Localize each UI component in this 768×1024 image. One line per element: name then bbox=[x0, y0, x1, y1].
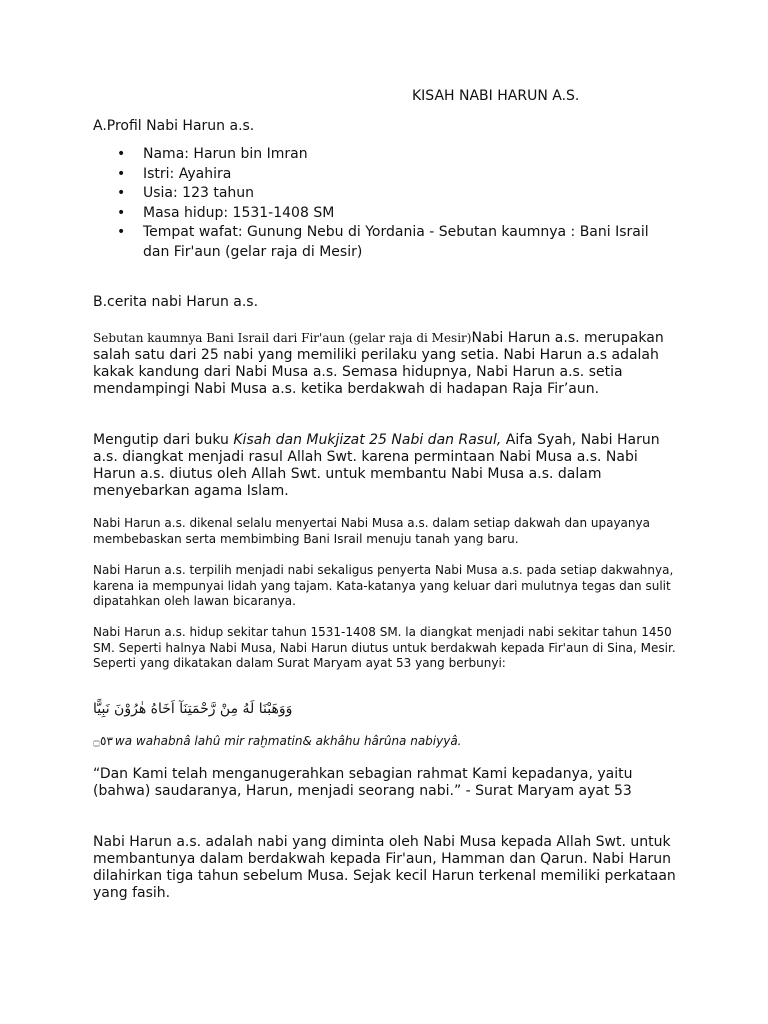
profile-age: Usia: 123 tahun bbox=[143, 185, 255, 201]
list-item bbox=[117, 184, 677, 204]
bullet-icon: • bbox=[117, 204, 126, 221]
transliteration-line bbox=[93, 733, 462, 749]
profile-wife: Istri: Ayahira bbox=[143, 165, 232, 182]
paragraph-book-pre: Mengutip dari buku bbox=[93, 432, 234, 448]
list-item bbox=[117, 223, 677, 262]
profile-name: Nama: Harun bin Imran bbox=[143, 146, 308, 162]
bullet-icon: • bbox=[117, 224, 126, 240]
paragraph-closing: Nabi Harun a.s. adalah nabi yang diminta oleh Nabi Musa kepada Allah Swt. untuk membantunya dalam berdakwah kepada Fir'aun, Hamman dan Qarun. Nabi Harun dilahirkan tiga tahun sebelum Musa. Sejak kecil Harun terkenal memiliki perkataan yang fasih. bbox=[93, 834, 676, 901]
section-b-heading: B.cerita nabi Harun a.s. bbox=[93, 294, 259, 310]
bullet-icon: • bbox=[117, 146, 126, 162]
ayah-end-icon: ۝٥٣ bbox=[93, 734, 113, 748]
arabic-verse: وَوَهَبْنَا لَهُ مِنْ رَّحْمَتِنَآ اَخَاهُ هٰرُوْنَ نَبِيًّا bbox=[93, 701, 293, 717]
paragraph-lifetime: Nabi Harun a.s. hidup sekitar tahun 1531-1408 SM. la diangkat menjadi nabi sekitar tahun 1450 SM. Seperti halnya Nabi Musa, Nabi Harun diutus untuk berdakwah kepada Fir'aun di Sina, Mesir. Seperti yang dikatakan dalam Surat Maryam ayat 53 yang berbunyi: bbox=[93, 625, 676, 670]
list-item bbox=[117, 165, 677, 185]
list-item bbox=[117, 145, 677, 165]
profile-list bbox=[117, 145, 677, 262]
paragraph-book-post: Aifa Syah, Nabi Harun a.s. diangkat menjadi rasul Allah Swt. karena permintaan Nabi Musa a.s. Nabi Harun a.s. diutus oleh Allah Swt. untuk membantu Nabi Musa a.s. dalam menyebarkan agama Islam. bbox=[93, 432, 660, 499]
bullet-icon: • bbox=[117, 165, 126, 182]
profile-lifetime: Masa hidup: 1531-1408 SM bbox=[143, 204, 335, 221]
paragraph-companion: Nabi Harun a.s. dikenal selalu menyertai Nabi Musa a.s. dalam setiap dakwah dan upayanya membebaskan serta membimbing Bani Israil menuju tanah yang baru. bbox=[93, 516, 650, 546]
paragraph-intro-body: Nabi Harun a.s. merupakan salah satu dari 25 nabi yang memiliki perilaku yang setia. Nabi Harun a.s adalah kakak kandung dari Nabi Musa a.s. Semasa hidupnya, Nabi Harun a.s. setia mendampingi Nabi Musa a.s. ketika berdakwah di hadapan Raja Fir’aun. bbox=[93, 330, 664, 397]
book-title: Kisah dan Mukjizat 25 Nabi dan Rasul, bbox=[233, 432, 502, 448]
document-title: KISAH NABI HARUN A.S. bbox=[412, 88, 580, 104]
paragraph-chosen: Nabi Harun a.s. terpilih menjadi nabi sekaligus penyerta Nabi Musa a.s. pada setiap dakwahnya, karena ia mempunyai lidah yang tajam. Kata-katanya yang keluar dari mulutnya tegas dan sulit dipatahkan oleh lawan bicaranya. bbox=[93, 563, 674, 608]
bullet-icon: • bbox=[117, 185, 126, 201]
paragraph-intro-lead: Sebutan kaumnya Bani Israil dari Fir'aun (gelar raja di Mesir) bbox=[93, 331, 472, 345]
paragraph-book-quote bbox=[93, 432, 683, 500]
paragraph-translation: “Dan Kami telah menganugerahkan sebagian rahmat Kami kepadanya, yaitu (bahwa) saudaranya, Harun, menjadi seorang nabi.” - Surat Maryam ayat 53 bbox=[93, 766, 633, 799]
list-item bbox=[117, 204, 677, 224]
profile-death-place: Tempat wafat: Gunung Nebu di Yordania - Sebutan kaumnya : Bani Israil dan Fir'aun (gelar raja di Mesir) bbox=[143, 224, 649, 260]
paragraph-intro bbox=[93, 330, 683, 398]
section-a-heading: A.Profil Nabi Harun a.s. bbox=[93, 118, 255, 134]
transliteration-text: wa wahabnâ lahû mir raḫmatin& akhâhu hârûna nabiyyâ. bbox=[114, 734, 462, 748]
